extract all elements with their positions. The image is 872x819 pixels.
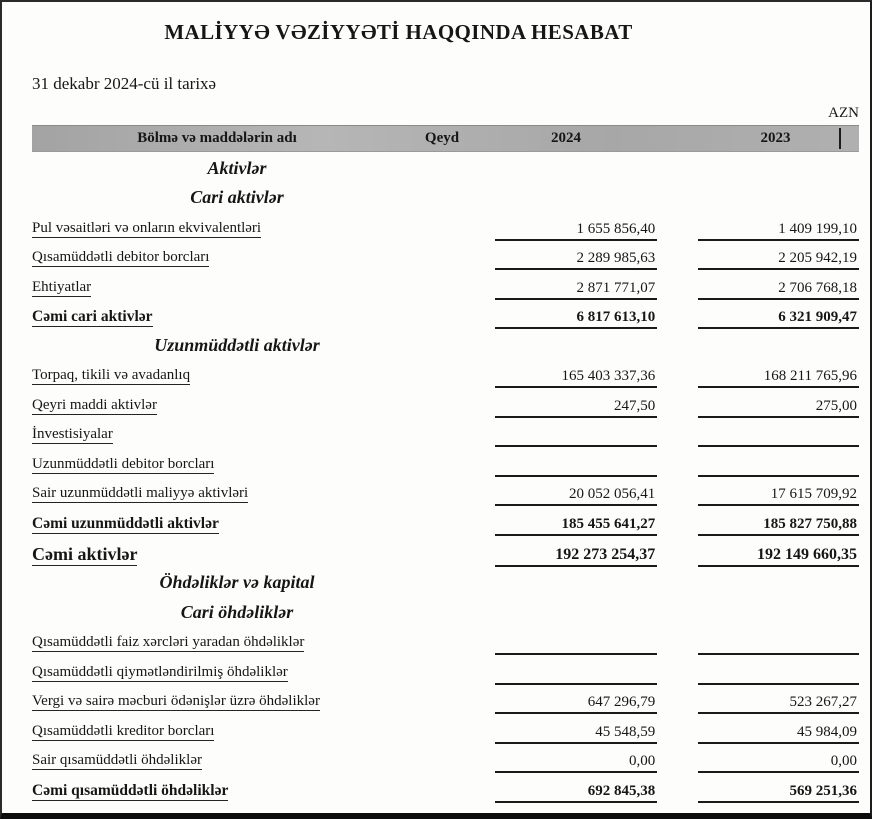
value-2023: 45 984,09 xyxy=(698,723,859,744)
value-2024 xyxy=(495,444,657,447)
line-item-row xyxy=(32,211,859,241)
line-item-row xyxy=(32,359,859,389)
column-header-name: Bölmə və maddələrin adı xyxy=(137,130,297,146)
column-header-2024: 2024 xyxy=(551,130,581,146)
page-title: MALİYYƏ VƏZİYYƏTİ HAQQINDA HESABAT xyxy=(164,20,633,44)
section-header-row xyxy=(32,596,859,626)
table-header xyxy=(32,125,859,152)
value-2024: 692 845,38 xyxy=(495,782,657,803)
item-label: İnvestisiyalar xyxy=(32,426,113,442)
column-header-note: Qeyd xyxy=(424,130,460,146)
value-2024: 45 548,59 xyxy=(495,723,657,744)
value-2023: 1 409 199,10 xyxy=(698,220,859,241)
value-2023: 2 706 768,18 xyxy=(698,279,859,300)
item-label: Cəmi uzunmüddətli aktivlər xyxy=(32,514,219,532)
line-item-row xyxy=(32,447,859,477)
value-2024: 0,00 xyxy=(495,752,657,773)
line-item-row xyxy=(32,655,859,685)
item-label: Ehtiyatlar xyxy=(32,278,92,295)
section-label: Cari aktivlər xyxy=(190,187,284,207)
column-header-2023: 2023 xyxy=(760,130,791,146)
value-2024 xyxy=(495,652,657,655)
item-label: Cəmi aktivlər xyxy=(32,543,138,564)
section-header-row xyxy=(32,567,859,597)
total-row xyxy=(32,536,859,567)
line-item-row xyxy=(32,685,859,715)
total-row xyxy=(32,773,859,803)
value-2024: 192 273 254,37 xyxy=(495,546,657,567)
line-item-row xyxy=(32,418,859,448)
item-label: Qısamüddətli debitor borcları xyxy=(32,249,210,265)
item-label: Pul vəsaitləri və onların ekvivalentləri xyxy=(32,219,262,236)
table-body xyxy=(32,152,859,803)
item-label: Sair qısamüddətli öhdəliklər xyxy=(32,752,202,768)
value-2024 xyxy=(495,474,657,477)
item-label: Cəmi cari aktivlər xyxy=(32,308,153,325)
value-2023 xyxy=(698,682,859,685)
item-label: Qeyri maddi aktivlər xyxy=(32,396,157,413)
value-2024: 1 655 856,40 xyxy=(495,220,657,241)
line-item-row xyxy=(32,270,859,300)
value-2023: 275,00 xyxy=(698,397,859,418)
value-2024 xyxy=(495,682,657,685)
value-2023 xyxy=(698,652,859,655)
item-label: Qısamüddətli kreditor borcları xyxy=(32,722,215,739)
line-item-row xyxy=(32,388,859,418)
date-line: 31 dekabr 2024-cü il tarixə xyxy=(32,74,217,93)
value-2024: 247,50 xyxy=(495,397,657,418)
section-label: Öhdəliklər və kapital xyxy=(159,572,315,592)
item-label: Qısamüddətli faiz xərcləri yaradan öhdəliklər xyxy=(32,634,305,650)
value-2024: 2 871 771,07 xyxy=(495,279,657,300)
value-2024: 165 403 337,36 xyxy=(495,367,657,388)
item-label: Sair uzunmüddətli maliyyə aktivləri xyxy=(32,485,249,501)
value-2023: 2 205 942,19 xyxy=(698,249,859,270)
section-label: Aktivlər xyxy=(207,157,267,178)
value-2023: 185 827 750,88 xyxy=(698,515,859,536)
value-2024: 6 817 613,10 xyxy=(495,308,657,329)
value-2023: 192 149 660,35 xyxy=(698,546,859,567)
value-2024: 185 455 641,27 xyxy=(495,515,657,536)
item-label: Torpaq, tikili və avadanlıq xyxy=(32,367,191,383)
line-item-row xyxy=(32,626,859,656)
currency-label: AZN xyxy=(828,105,859,121)
section-label: Uzunmüddətli aktivlər xyxy=(154,334,320,355)
value-2023: 17 615 709,92 xyxy=(698,485,859,506)
section-header-row xyxy=(32,152,859,182)
value-2023: 6 321 909,47 xyxy=(698,308,859,329)
value-2023: 523 267,27 xyxy=(698,693,859,714)
value-2023: 569 251,36 xyxy=(698,782,859,803)
item-label: Uzunmüddətli debitor borcları xyxy=(32,455,215,472)
total-row xyxy=(32,300,859,330)
section-header-row xyxy=(32,182,859,212)
value-2023: 0,00 xyxy=(698,752,859,773)
value-2023 xyxy=(698,474,859,477)
item-label: Qısamüddətli qiymətləndirilmiş öhdəliklər xyxy=(32,663,288,680)
value-2024: 2 289 985,63 xyxy=(495,249,657,270)
line-item-row xyxy=(32,241,859,271)
section-header-row xyxy=(32,329,859,359)
value-2023: 168 211 765,96 xyxy=(698,367,859,388)
header-divider-line xyxy=(839,128,841,149)
value-2023 xyxy=(698,444,859,447)
value-2024: 20 052 056,41 xyxy=(495,485,657,506)
item-label: Vergi və sairə məcburi ödənişlər üzrə öhdəliklər xyxy=(32,693,320,709)
line-item-row xyxy=(32,477,859,507)
line-item-row xyxy=(32,744,859,774)
value-2024: 647 296,79 xyxy=(495,693,657,714)
line-item-row xyxy=(32,714,859,744)
section-label: Cari öhdəliklər xyxy=(180,601,294,622)
total-row xyxy=(32,506,859,536)
item-label: Cəmi qısamüddətli öhdəliklər xyxy=(32,781,229,799)
